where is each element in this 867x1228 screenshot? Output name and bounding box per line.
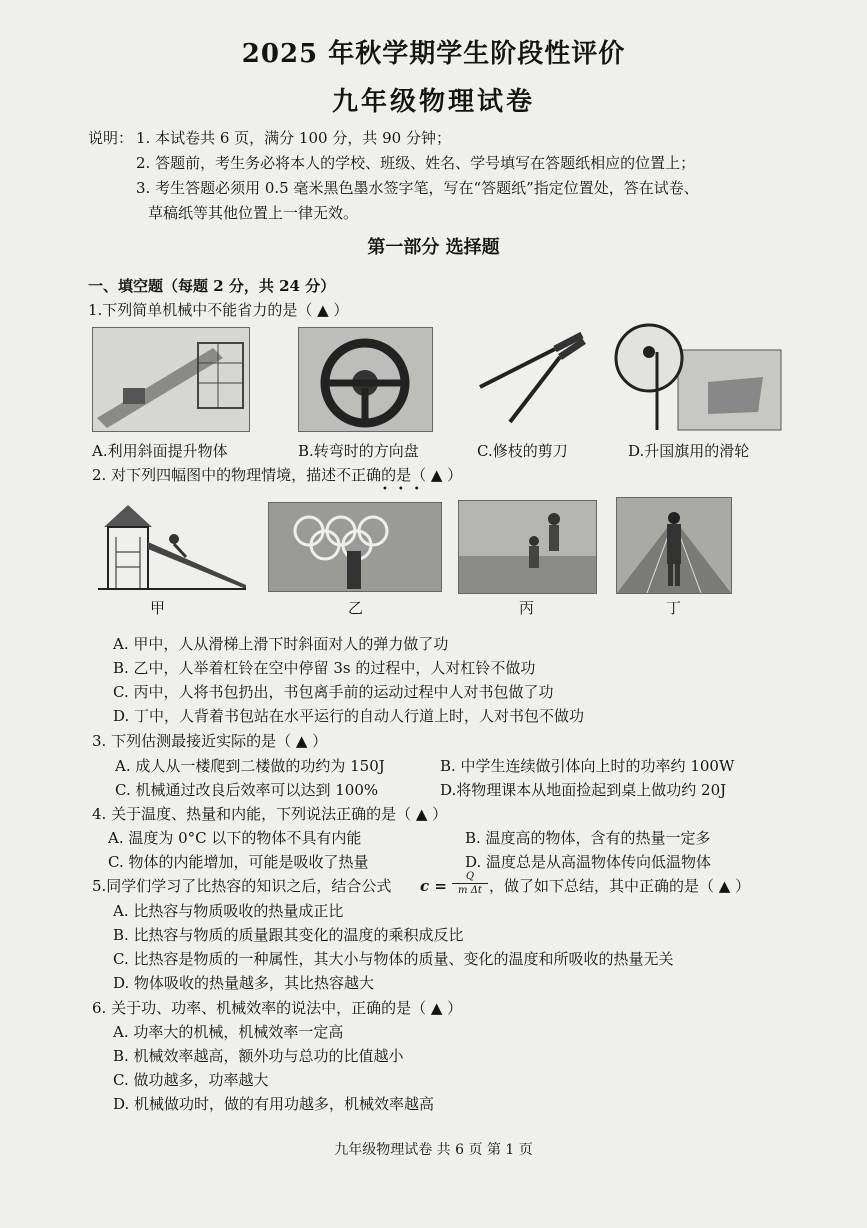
note-3-cont: 草稿纸等其他位置上一律无效。 [148, 204, 359, 222]
q3-stem: 3. 下列估测最接近实际的是（ ▲ ） [92, 732, 328, 750]
q5-option-b: B. 比热容与物质的质量跟其变化的温度的乘积成反比 [113, 926, 464, 944]
q1-figure-shears [470, 327, 590, 430]
notes-label: 说明： [88, 129, 134, 147]
note-2: 2. 答题前，考生务必将本人的学校、班级、姓名、学号填写在答题纸相应的位置上； [136, 154, 696, 172]
section-heading: 一、填空题（每题 2 分，共 24 分） [88, 277, 336, 295]
note-3: 3. 考生答题必须用 0.5 毫米黑色墨水签字笔，写在“答题纸”指定位置处，答在试卷、 [136, 179, 699, 197]
q2-figure-yi [268, 502, 442, 592]
q1-option-c: C.修枝的剪刀 [477, 442, 568, 460]
emphasis-dots: ••• [382, 484, 430, 495]
q5-option-d: D. 物体吸收的热量越多，其比热容越大 [113, 974, 375, 992]
note-1: 1. 本试卷共 6 页，满分 100 分，共 90 分钟； [136, 129, 451, 147]
q1-figure-incline [92, 327, 250, 432]
q4-option-b: B. 温度高的物体，含有的热量一定多 [465, 829, 711, 847]
q4-option-a: A. 温度为 0°C 以下的物体不具有内能 [108, 829, 362, 847]
q1-option-a: A.利用斜面提升物体 [92, 442, 228, 460]
q1-stem: 1.下列简单机械中不能省力的是（ ▲ ） [88, 301, 349, 319]
q6-option-d: D. 机械做功时，做的有用功越多，机械效率越高 [113, 1095, 435, 1113]
q2-option-d: D. 丁中，人背着书包站在水平运行的自动人行道上时，人对书包不做功 [113, 707, 585, 725]
q2-label-jia: 甲 [150, 599, 166, 617]
q3-option-b: B. 中学生连续做引体向上时的功率约 100W [440, 757, 735, 775]
q4-option-d: D. 温度总是从高温物体传向低温物体 [465, 853, 712, 871]
q3-option-d: D.将物理课本从地面捡起到桌上做功约 20J [440, 781, 727, 799]
q6-stem: 6. 关于功、功率、机械效率的说法中，正确的是（ ▲ ） [92, 999, 463, 1017]
q5-stem-end: ，做了如下总结，其中正确的是（ ▲ ） [489, 877, 751, 895]
q2-label-bing: 丙 [519, 599, 535, 617]
q2-figure-ding [616, 497, 732, 594]
q5-option-a: A. 比热容与物质吸收的热量成正比 [113, 902, 344, 920]
q2-stem: 2. 对下列四幅图中的物理情境，描述不正确的是（ ▲ ） [92, 466, 463, 484]
q5-option-c: C. 比热容是物质的一种属性，其大小与物体的质量、变化的温度和所吸收的热量无关 [113, 950, 674, 968]
q2-figure-bing [458, 500, 597, 594]
q4-stem: 4. 关于温度、热量和内能，下列说法正确的是（ ▲ ） [92, 805, 448, 823]
part-title: 第一部分 选择题 [367, 237, 500, 258]
q5-formula-numerator: Q [452, 872, 488, 884]
q5-stem-start: 5.同学们学习了比热容的知识之后，结合公式 [92, 877, 392, 895]
page-footer: 九年级物理试卷 共 6 页 第 1 页 [334, 1142, 533, 1158]
q1-option-d: D.升国旗用的滑轮 [628, 442, 750, 460]
q2-label-ding: 丁 [666, 599, 682, 617]
q1-figure-flag-pulley [613, 322, 783, 432]
page-title: 2025 年秋学期学生阶段性评价 [241, 39, 626, 69]
q6-option-b: B. 机械效率越高，额外功与总功的比值越小 [113, 1047, 404, 1065]
q1-figure-steering-wheel [298, 327, 433, 432]
q1-option-b: B.转弯时的方向盘 [298, 442, 419, 460]
q4-option-c: C. 物体的内能增加，可能是吸收了热量 [108, 853, 369, 871]
q5-formula-lhs: c = [420, 877, 447, 895]
q2-option-c: C. 丙中，人将书包扔出，书包离手前的运动过程中人对书包做了功 [113, 683, 554, 701]
q2-option-a: A. 甲中，人从滑梯上滑下时斜面对人的弹力做了功 [113, 635, 449, 653]
q2-figure-jia [96, 497, 248, 592]
page-subtitle: 九年级物理试卷 [331, 87, 535, 117]
q3-option-c: C. 机械通过改良后效率可以达到 100% [115, 781, 379, 799]
q6-option-c: C. 做功越多，功率越大 [113, 1071, 269, 1089]
q2-label-yi: 乙 [348, 599, 364, 617]
q6-option-a: A. 功率大的机械，机械效率一定高 [113, 1023, 344, 1041]
q3-option-a: A. 成人从一楼爬到二楼做的功约为 150J [115, 757, 385, 775]
q2-option-b: B. 乙中，人举着杠铃在空中停留 3s 的过程中，人对杠铃不做功 [113, 659, 536, 677]
q5-formula-denominator: m Δt [458, 885, 482, 896]
